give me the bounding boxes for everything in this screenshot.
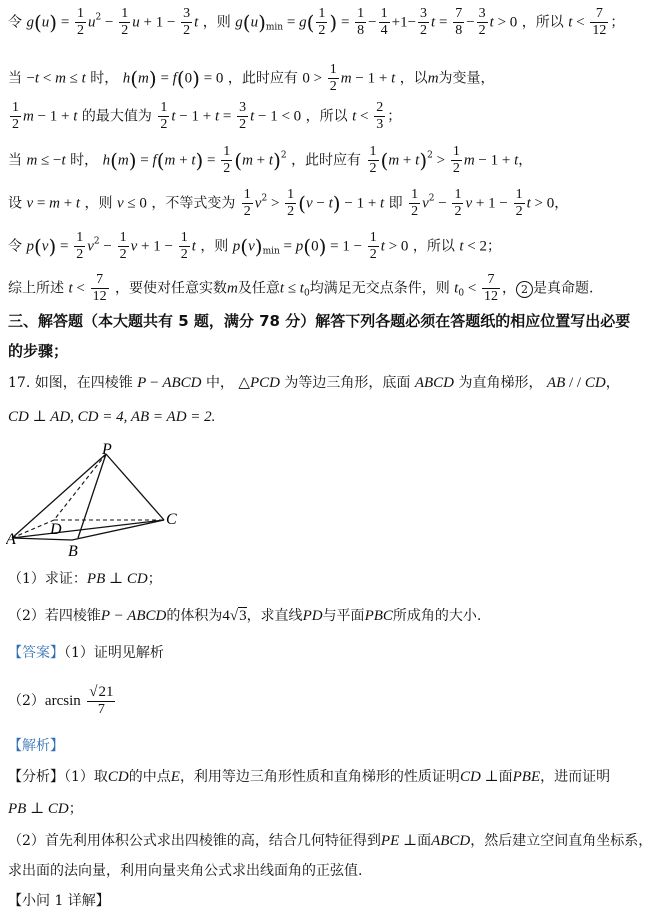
section-heading-cont: 的步骤； [8, 342, 69, 360]
math: 7 [87, 701, 115, 718]
label-B: B [68, 543, 78, 558]
text: 与平面 [322, 608, 365, 624]
text: ； [68, 801, 83, 817]
edge-AB [12, 538, 72, 540]
edge-PD [54, 454, 106, 520]
label-D: D [50, 521, 62, 538]
text: 为等边三角形，底面 [284, 375, 411, 391]
text: 及任意 [237, 280, 280, 297]
math: arcsin [44, 693, 81, 709]
label-P: P [102, 441, 112, 458]
derivation-line-1: 令 g(u) = $\frac{1}{2}$ $u^2$ − $\frac{1}{2}$ u + 1 − $\frac{3}{2}$ t ，则 $g(u)_{min} = g$( $\frac{1}{2}$ ) = $\frac{1}{8}$ − $\frac{1}{4}$ +1− $\frac{3}{2}$ t = $\frac{7}{8}$ − $\frac{3}{2}$ t > 0 ，所以 t < $\frac{7}{12}$ ； [8, 6, 625, 38]
derivation-line-4: 当 m ≤ −t 时， h(m) = f(m + t) = $\frac{1}{2}$ $(m + t)^2$ ，此时应有 $\frac{1}{2}$ $(m + t)^2$ > $\frac{1}{2}$ m − 1 + t， [8, 144, 533, 176]
math: E [170, 769, 180, 785]
pyramid-figure [6, 440, 196, 558]
text: 综上所述 [8, 280, 64, 297]
text: （2）若四棱锥 [8, 608, 101, 624]
text: ，则 [200, 238, 229, 255]
text: 是真命题. [533, 280, 594, 297]
text: ，要使对任意实数 [115, 280, 228, 297]
text: ，然后建立空间直角坐标系， [470, 833, 653, 849]
answer-tag: 【答案】 [8, 645, 64, 661]
text: 当 [8, 70, 22, 87]
label-A: A [6, 531, 16, 548]
analysis-tag: 【解析】 [8, 738, 64, 754]
math: CD ⊥ [459, 769, 499, 785]
analysis-line-2 [8, 798, 655, 820]
problem-17-statement: 17. 如图，在四棱锥 P − ABCD 中， △PCD 为等边三角形，底面 ABCD 为直角梯形， AB / / CD， [8, 375, 620, 391]
text: 所成角的大小. [392, 608, 482, 624]
text: 的中点 [128, 769, 171, 785]
derivation-line-2: 当 −t < m ≤ t 时， h(m) = f(0) = 0 ，此时应有 0 > $\frac{1}{2}$ m − 1 + t ，以m为变量， [8, 62, 495, 94]
math: P − ABCD [100, 608, 167, 624]
question-2: （2）若四棱锥P − ABCD的体积为4√3，求直线PD与平面PBC所成角的大小. [8, 608, 482, 624]
text: ； [147, 571, 162, 587]
text: ，此时应有 [291, 152, 362, 169]
edge-BC [72, 520, 164, 540]
text: ，求直线 [246, 608, 303, 624]
text: 的最大值为 [81, 108, 152, 125]
text: （2） [8, 693, 45, 709]
math: PBC [364, 608, 393, 624]
text: 时， [90, 70, 119, 87]
derivation-line-5: 设 v = m + t ，则 v ≤ 0 ，不等式变为 $\frac{1}{2}$ $v^2$ > $\frac{1}{2}$ (v − t) − 1 + t 即 $\frac{1}{2}$ $v^2$ − $\frac{1}{2}$ v + 1 − $\frac{1}{2}$ t > 0， [8, 187, 569, 219]
text: ， [502, 280, 517, 297]
text: 面 [417, 833, 432, 849]
text: （1）证明见解析 [64, 645, 164, 661]
derivation-line-3: $\frac{1}{2}$ m − 1 + t 的最大值为 $\frac{1}{2}$ t − 1 + t = $\frac{3}{2}$ t − 1 < 0 ，所以 t < $\frac{2}{3}$ ； [12, 100, 402, 132]
question-1 [8, 568, 655, 590]
math: PD [302, 608, 323, 624]
math: PB ⊥ CD [86, 571, 148, 587]
text: 的体积为 [166, 608, 223, 624]
text: 令 [8, 14, 22, 31]
text: 17. 如图，在四棱锥 [8, 375, 133, 391]
text: 即 [388, 195, 403, 212]
math: PBE [512, 769, 541, 785]
math: ABCD [431, 833, 471, 849]
derivation-line-7: 综上所述 t < $\frac{7}{12}$ ，要使对任意实数m及任意$t \le t_0$均满足无交点条件，则 $t_0$ < $\frac{7}{12}$ ， 2 是真命题. [8, 272, 594, 304]
text: 令 [8, 238, 22, 255]
edge-PC [106, 454, 164, 520]
text: 设 [8, 195, 22, 212]
answer-line-2: （2）arcsin $\frac{√21}{7}$ [8, 684, 114, 717]
text: 【分析】（1）取 [8, 769, 108, 785]
label-C: C [166, 511, 177, 528]
text: 面 [498, 769, 513, 785]
answer-line-1 [8, 642, 655, 664]
math: 21 [98, 684, 114, 700]
text: 均满足无交点条件，则 [309, 280, 450, 297]
text: ，所以 [305, 108, 348, 125]
text: ，则 [202, 14, 231, 31]
analysis-line-3 [8, 830, 655, 852]
text: ，则 [84, 195, 113, 212]
text: （2）首先利用体积公式求出四棱锥的高，结合几何特征得到 [8, 833, 381, 849]
math: PB ⊥ CD [8, 801, 69, 817]
text: ，以 [399, 70, 428, 87]
text: ，不等式变为 [151, 195, 236, 212]
text: 当 [8, 152, 22, 169]
text: 时， [70, 152, 99, 169]
analysis-line-4: 求出面的法向量，利用向量夹角公式求出线面角的正弦值. [8, 863, 363, 879]
text: （1）求证： [8, 571, 87, 587]
text: 为直角梯形， [458, 375, 543, 391]
analysis-line-1 [8, 766, 655, 788]
derivation-line-6: 令 p(v) = $\frac{1}{2}$ $v^2$ − $\frac{1}{2}$ v + 1 − $\frac{1}{2}$ t ，则 $p(v)_{min} = p(0) = 1$ − $\frac{1}{2}$ t > 0 ，所以 t < 2； [8, 230, 501, 262]
text: ，利用等边三角形性质和直角梯形的性质证明 [179, 769, 460, 785]
text: 中， [205, 375, 234, 391]
text: ，此时应有 [227, 70, 298, 87]
text: ，进而证明 [540, 769, 611, 785]
section-heading: 三、解答题（本大题共有 5 题，满分 78 分）解答下列各题必须在答题纸的相应位置写出必要 [8, 312, 631, 330]
circled-number: 2 [516, 281, 533, 298]
problem-17-conditions: CD ⊥ AD, CD = 4, AB = AD = 2. [8, 409, 216, 425]
subquestion-1-heading: 【小问 1 详解】 [8, 893, 110, 909]
edge-AC-front [12, 520, 164, 538]
math: PE ⊥ [380, 833, 418, 849]
text: ，所以 [412, 238, 455, 255]
math: CD [107, 769, 129, 785]
text: 为变量， [438, 70, 495, 87]
text: ，所以 [521, 14, 564, 31]
